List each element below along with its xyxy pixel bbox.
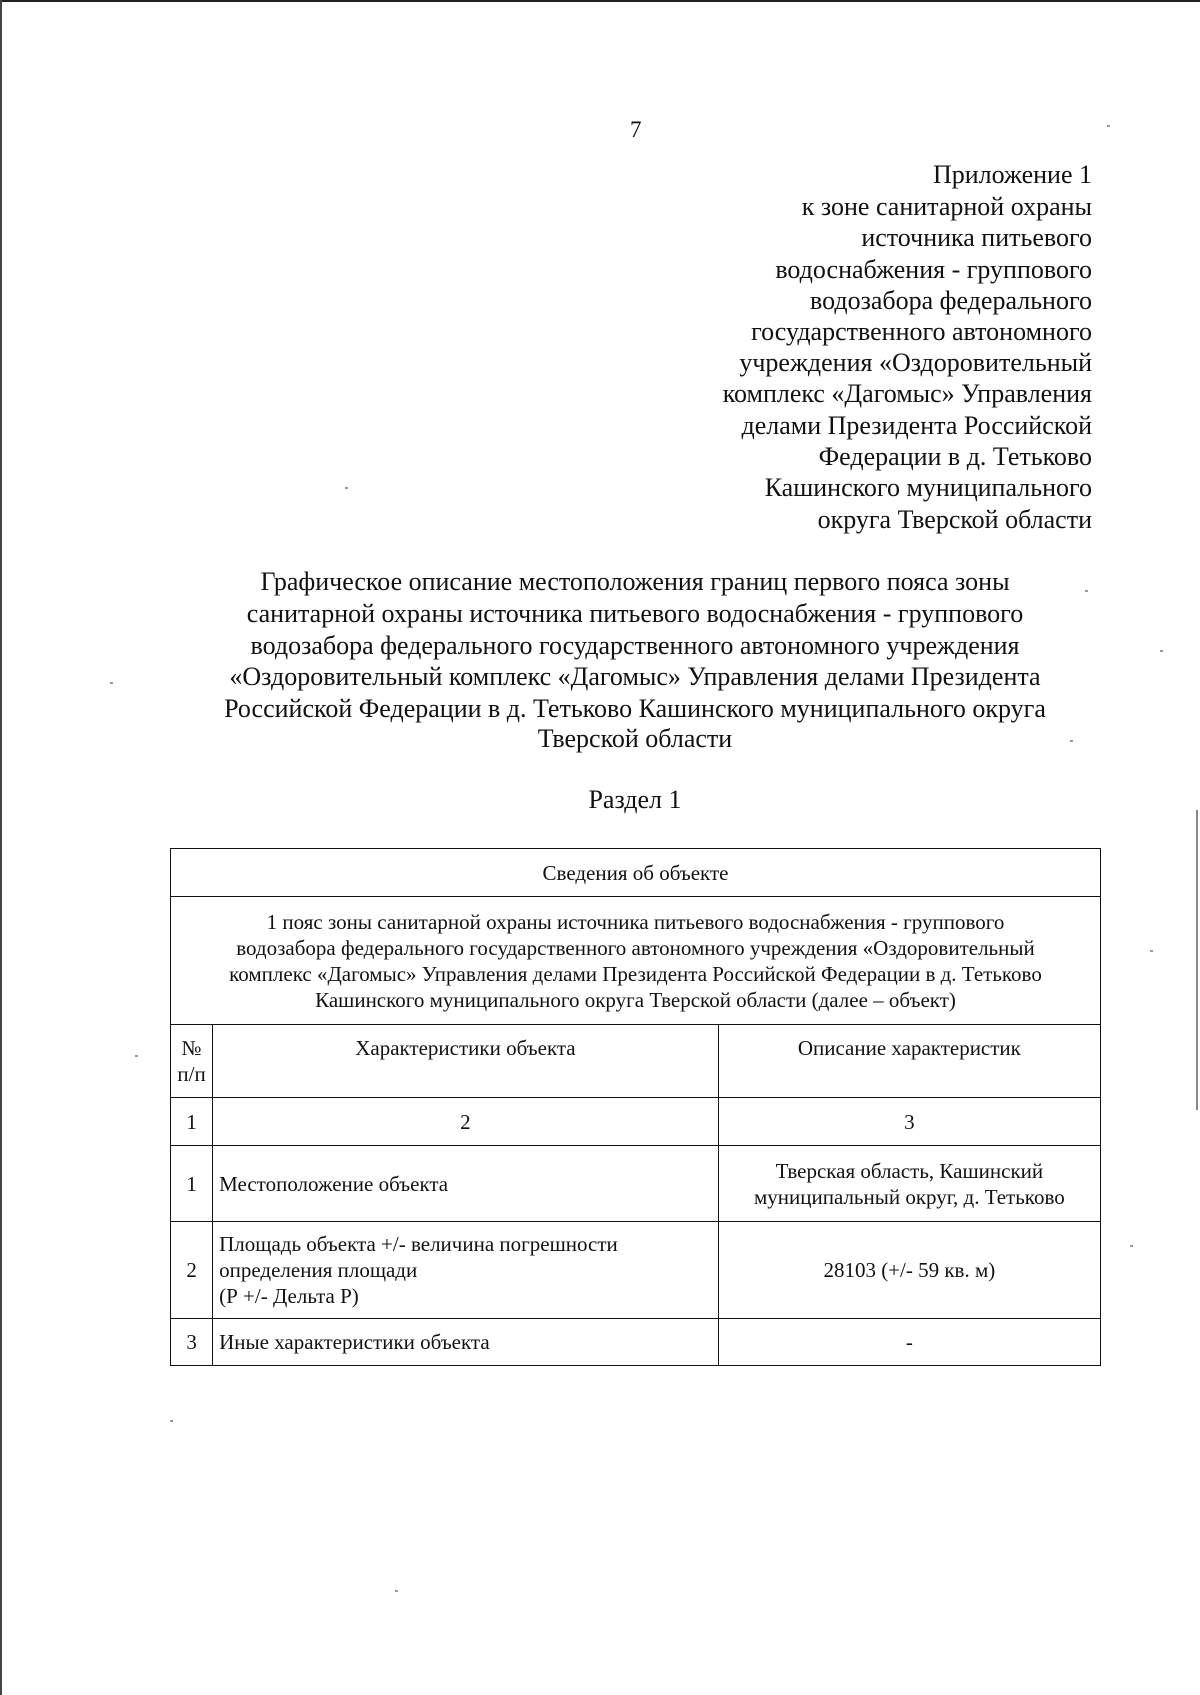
appendix-line: Приложение 1 [932,160,1092,189]
table-header: Сведения об объекте [171,849,1101,897]
object-description-line: Кашинского муниципального округа Тверской области (далее – объект) [315,987,956,1012]
appendix-line: водоснабжения - группового [775,255,1092,284]
row-description [718,1146,1100,1222]
appendix-line: округа Тверской области [817,505,1092,534]
appendix-line: Федерации в д. Тетьково [818,442,1092,471]
row-characteristic-line: Площадь объекта +/- величина погрешности [219,1232,618,1256]
scan-speck [345,487,348,489]
scan-left-edge [0,0,2,1695]
row-description-line: муниципальный округ, д. Тетьково [753,1184,1065,1209]
appendix-line: комплекс «Дагомыс» Управления [722,379,1092,408]
object-description [171,897,1101,1025]
scan-speck [1085,590,1088,592]
object-info-table [170,848,1101,1366]
row-characteristic [213,1146,719,1222]
row-characteristic-line: Местоположение объекта [219,1171,449,1196]
scan-speck [395,1590,398,1592]
object-description-row [171,897,1101,1025]
row-characteristic-line: определения площади [219,1258,418,1282]
col-header-num-line: п/п [177,1062,206,1086]
col-header-num-line: № [181,1036,202,1060]
scan-speck [170,1420,173,1422]
row-number: 1 [171,1146,213,1222]
col-header-characteristics: Характеристики объекта [213,1025,719,1098]
appendix-line: источника питьевого [861,223,1092,252]
object-description-line: 1 пояс зоны санитарной охраны источника питьевого водоснабжения - группового [266,909,1005,934]
object-description-line: комплекс «Дагомыс» Управления делами Президента Российской Федерации в д. Тетьково [229,961,1042,986]
row-number: 2 [171,1222,213,1319]
document-title-line: санитарной охраны источника питьевого водоснабжения - группового [246,599,1024,628]
appendix-line: Кашинского муниципального [764,473,1092,502]
column-index-row [171,1098,1101,1146]
scan-speck [1107,125,1110,127]
scan-speck [1160,650,1163,652]
scan-top-edge [0,0,1200,2]
scan-speck [135,1055,138,1057]
column-header-row [171,1025,1101,1098]
row-description-line: - [905,1330,913,1354]
table-row [171,1319,1101,1366]
section-heading: Раздел 1 [588,785,682,814]
row-characteristic [213,1222,719,1319]
appendix-line: водозабора федерального [809,286,1092,315]
row-characteristic-line: Иные характеристики объекта [219,1330,490,1354]
appendix-line: делами Президента Российской [741,411,1092,440]
scan-speck [1070,740,1073,742]
column-index: 3 [718,1098,1100,1146]
document-title-line: Тверской области [537,724,733,753]
table-row [171,1146,1101,1222]
appendix-line: государственного автономного [751,317,1092,346]
scan-right-edge [1196,810,1198,1110]
row-characteristic [213,1319,719,1366]
document-title-line: Графическое описание местоположения границ первого пояса зоны [260,567,1010,596]
appendix-line: к зоне санитарной охраны [801,192,1092,221]
page-number: 7 [630,117,642,142]
object-description-line: водозабора федерального государственного автономного учреждения «Оздоровительный [236,935,1035,960]
document-title-line: «Оздоровительный комплекс «Дагомыс» Управления делами Президента [229,662,1041,691]
row-number: 3 [171,1319,213,1366]
column-index: 2 [213,1098,719,1146]
row-description-line: Тверская область, Кашинский [775,1158,1044,1183]
table-row [171,1222,1101,1319]
row-description-line: 28103 (+/- 59 кв. м) [823,1258,996,1282]
table-header-row [171,849,1101,897]
col-header-num [171,1025,213,1098]
column-index: 1 [171,1098,213,1146]
document-title-line: водозабора федерального государственного автономного учреждения [250,631,1020,660]
document-title-line: Российской Федерации в д. Тетьково Кашинского муниципального округа [224,694,1046,723]
scan-speck [1130,1245,1133,1247]
row-characteristic-line: (Р +/- Дельта Р) [219,1284,359,1308]
scan-speck [1150,950,1153,952]
row-description [718,1222,1100,1319]
col-header-description: Описание характеристик [718,1025,1100,1098]
scan-speck [110,682,113,684]
appendix-line: учреждения «Оздоровительный [739,348,1092,377]
row-description [718,1319,1100,1366]
